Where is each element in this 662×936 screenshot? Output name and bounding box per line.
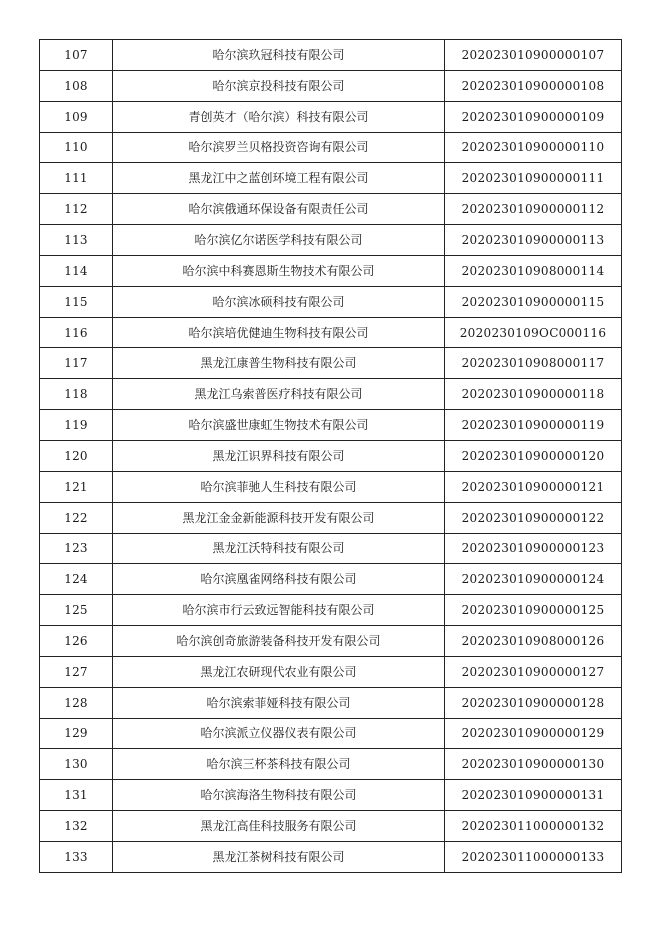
table-row (40, 687, 622, 718)
row-number-cell: 115 (40, 286, 113, 317)
company-name-cell: 哈尔滨培优健迪生物科技有限公司 (113, 317, 445, 348)
row-number-cell: 133 (40, 841, 113, 872)
table-body (40, 40, 622, 873)
table-row (40, 410, 622, 441)
row-number-cell: 119 (40, 410, 113, 441)
row-number-cell: 128 (40, 687, 113, 718)
registration-code-cell: 202023010900000128 (445, 687, 622, 718)
table-row (40, 40, 622, 71)
table-row (40, 163, 622, 194)
company-name-cell: 哈尔滨派立仪器仪表有限公司 (113, 718, 445, 749)
table-row (40, 780, 622, 811)
row-number-cell: 124 (40, 564, 113, 595)
registration-code-cell: 202023010900000120 (445, 440, 622, 471)
row-number-cell: 125 (40, 595, 113, 626)
row-number-cell: 120 (40, 440, 113, 471)
table-row (40, 811, 622, 842)
table-row (40, 749, 622, 780)
registration-code-cell: 202023010900000123 (445, 533, 622, 564)
row-number-cell: 132 (40, 811, 113, 842)
registration-code-cell: 202023010900000113 (445, 225, 622, 256)
row-number-cell: 111 (40, 163, 113, 194)
table-row (40, 225, 622, 256)
company-name-cell: 哈尔滨中科赛恩斯生物技术有限公司 (113, 255, 445, 286)
company-name-cell: 哈尔滨索菲娅科技有限公司 (113, 687, 445, 718)
row-number-cell: 127 (40, 656, 113, 687)
row-number-cell: 110 (40, 132, 113, 163)
row-number-cell: 112 (40, 194, 113, 225)
registration-code-cell: 202023010900000131 (445, 780, 622, 811)
row-number-cell: 113 (40, 225, 113, 256)
row-number-cell: 130 (40, 749, 113, 780)
company-name-cell: 哈尔滨海洛生物科技有限公司 (113, 780, 445, 811)
table-row (40, 379, 622, 410)
table-row (40, 718, 622, 749)
company-name-cell: 黑龙江乌索普医疗科技有限公司 (113, 379, 445, 410)
row-number-cell: 116 (40, 317, 113, 348)
table-row (40, 564, 622, 595)
company-name-cell: 黑龙江沃特科技有限公司 (113, 533, 445, 564)
company-name-cell: 哈尔滨三杯茶科技有限公司 (113, 749, 445, 780)
registration-code-cell: 202023010900000124 (445, 564, 622, 595)
table-row (40, 101, 622, 132)
company-name-cell: 哈尔滨盛世康虹生物技术有限公司 (113, 410, 445, 441)
registration-code-cell: 202023010900000111 (445, 163, 622, 194)
company-name-cell: 黑龙江高佳科技服务有限公司 (113, 811, 445, 842)
registration-code-cell: 202023010900000118 (445, 379, 622, 410)
registration-code-cell: 202023010900000110 (445, 132, 622, 163)
company-name-cell: 哈尔滨玖冠科技有限公司 (113, 40, 445, 71)
row-number-cell: 114 (40, 255, 113, 286)
registration-code-cell: 202023010900000112 (445, 194, 622, 225)
company-registry-table (39, 39, 622, 873)
row-number-cell: 117 (40, 348, 113, 379)
row-number-cell: 107 (40, 40, 113, 71)
row-number-cell: 126 (40, 626, 113, 657)
company-name-cell: 哈尔滨罗兰贝格投资咨询有限公司 (113, 132, 445, 163)
table-row (40, 194, 622, 225)
table-row (40, 656, 622, 687)
table-row (40, 595, 622, 626)
registration-code-cell: 202023010900000125 (445, 595, 622, 626)
registration-code-cell: 202023010900000127 (445, 656, 622, 687)
table-row (40, 286, 622, 317)
company-name-cell: 哈尔滨俄通环保设备有限责任公司 (113, 194, 445, 225)
row-number-cell: 108 (40, 70, 113, 101)
table-row (40, 70, 622, 101)
company-name-cell: 哈尔滨市行云致远智能科技有限公司 (113, 595, 445, 626)
row-number-cell: 109 (40, 101, 113, 132)
table-row (40, 841, 622, 872)
company-name-cell: 黑龙江识界科技有限公司 (113, 440, 445, 471)
row-number-cell: 131 (40, 780, 113, 811)
registration-code-cell: 202023010900000130 (445, 749, 622, 780)
company-name-cell: 青创英才（哈尔滨）科技有限公司 (113, 101, 445, 132)
row-number-cell: 123 (40, 533, 113, 564)
table-row (40, 471, 622, 502)
registration-code-cell: 202023011000000133 (445, 841, 622, 872)
company-name-cell: 哈尔滨亿尔诺医学科技有限公司 (113, 225, 445, 256)
company-name-cell: 哈尔滨凰雀网络科技有限公司 (113, 564, 445, 595)
company-name-cell: 黑龙江康普生物科技有限公司 (113, 348, 445, 379)
company-name-cell: 黑龙江中之蓝创环境工程有限公司 (113, 163, 445, 194)
row-number-cell: 129 (40, 718, 113, 749)
table-row (40, 502, 622, 533)
registration-code-cell: 202023010900000109 (445, 101, 622, 132)
registration-code-cell: 202023010900000121 (445, 471, 622, 502)
registration-code-cell: 202023010908000114 (445, 255, 622, 286)
table-row (40, 255, 622, 286)
table-row (40, 533, 622, 564)
company-name-cell: 黑龙江茶树科技有限公司 (113, 841, 445, 872)
company-name-cell: 哈尔滨京投科技有限公司 (113, 70, 445, 101)
registration-code-cell: 202023010900000108 (445, 70, 622, 101)
table-row (40, 626, 622, 657)
registration-code-cell: 202023010900000107 (445, 40, 622, 71)
company-name-cell: 哈尔滨创奇旅游装备科技开发有限公司 (113, 626, 445, 657)
table-row (40, 348, 622, 379)
table-row (40, 132, 622, 163)
registration-code-cell: 202023010908000126 (445, 626, 622, 657)
registration-code-cell: 202023010900000129 (445, 718, 622, 749)
row-number-cell: 122 (40, 502, 113, 533)
company-name-cell: 哈尔滨冰硕科技有限公司 (113, 286, 445, 317)
registration-code-cell: 202023010900000115 (445, 286, 622, 317)
registration-code-cell: 202023011000000132 (445, 811, 622, 842)
table-row (40, 317, 622, 348)
table-row (40, 440, 622, 471)
row-number-cell: 121 (40, 471, 113, 502)
registration-code-cell: 202023010908000117 (445, 348, 622, 379)
registration-code-cell: 2020230109OC000116 (445, 317, 622, 348)
company-name-cell: 黑龙江农研现代农业有限公司 (113, 656, 445, 687)
registration-code-cell: 202023010900000119 (445, 410, 622, 441)
company-name-cell: 哈尔滨菲驰人生科技有限公司 (113, 471, 445, 502)
row-number-cell: 118 (40, 379, 113, 410)
company-name-cell: 黑龙江金金新能源科技开发有限公司 (113, 502, 445, 533)
registration-code-cell: 202023010900000122 (445, 502, 622, 533)
